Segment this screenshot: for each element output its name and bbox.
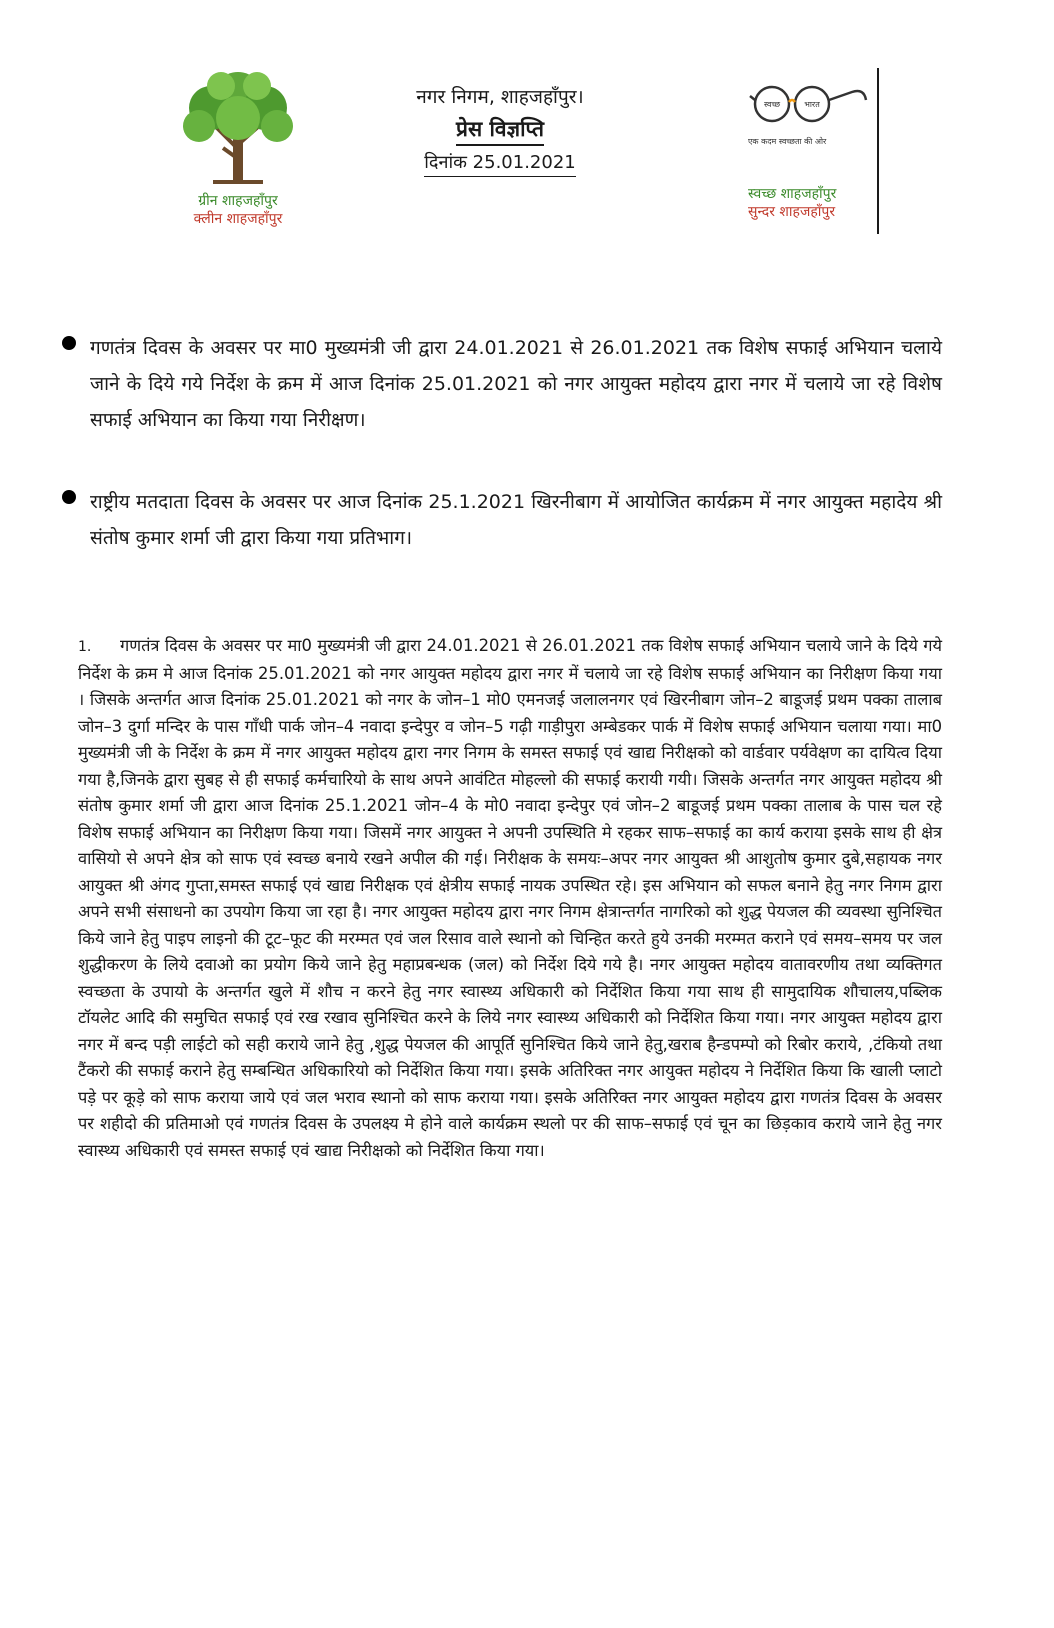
right-logo-caption-2: सुन्दर शाहजहाँपुर <box>748 204 836 220</box>
left-logo-caption-2: क्लीन शाहजहाँपुर <box>193 211 283 227</box>
glasses-right-label: भारत <box>804 100 820 109</box>
bullet-icon <box>62 490 76 504</box>
paragraph-number: 1. <box>78 639 92 655</box>
swachh-tagline: एक कदम स्वच्छता की ओर <box>748 137 827 146</box>
glasses-left-label: स्वच्छ <box>763 100 781 109</box>
page-title: प्रेस विज्ञप्ति <box>456 114 544 146</box>
left-logo-caption-1: ग्रीन शाहजहाँपुर <box>198 193 278 209</box>
tree-icon <box>173 68 303 190</box>
bullet-icon <box>62 336 76 350</box>
right-logo-caption-1: स्वच्छ शाहजहाँपुर <box>748 186 837 202</box>
bullet-text: राष्ट्रीय मतदाता दिवस के अवसर पर आज दिनांक 25.1.2021 खिरनीबाग में आयोजित कार्यक्रम में नगर आयुक्त महादेय श्री संतोष कुमार शर्मा जी द्वारा किया गया प्रतिभाग। <box>90 491 942 549</box>
swachh-bharat-glasses-icon <box>740 70 870 134</box>
bullet-item <box>62 330 942 438</box>
org-name: नगर निगम, शाहजहाँपुर। <box>416 86 584 108</box>
document-header <box>400 84 600 177</box>
swachh-bharat-logo <box>740 70 900 230</box>
paragraph-text: गणतंत्र दिवस के अवसर पर मा0 मुख्यमंत्री जी द्वारा 24.01.2021 से 26.01.2021 तक विशेष सफाई अभियान चलाये जाने के दिये गये निर्देश के क्रम मे आज दिनांक 25.01.2021 को नगर आयुक्त महोदय द्वारा नगर में चलाये जा रहे विशेष सफाई अभियान का निरीक्षण किया गया । जिसके अन्तर्गत आज दिनांक 25.01.2021 को नगर के जोन–1 मो0 एमनजई जलालनगर एवं खिरनीबाग जोन–2 बाडूजई प्रथम पक्का तालाब जोन–3 दुर्गा मन्दिर के पास गाँधी पार्क जोन–4 नवादा इन्देपुर व जोन–5 गढ़ी गाड़ीपुरा अम्बेडकर पार्क में विशेष सफाई अभियान चलाया गया। मा0 मुख्यमंत्री जी के निर्देश के क्रम में नगर आयुक्त महोदय द्वारा नगर निगम के समस्त सफाई एवं खाद्य निरीक्षको को वार्डवार पर्यवेक्षण का दायित्व दिया गया है,जिनके द्वारा सुबह से ही सफाई कर्मचारियो के साथ अपने आवंटित मोहल्लो की सफाई करायी गयी। जिसके अन्तर्गत नगर आयुक्त महोदय श्री संतोष कुमार शर्मा जी द्वारा आज दिनांक 25.1.2021 जोन–4 के मो0 नवादा इन्देपुर एवं जोन–2 बाडूजई प्रथम पक्का तालाब के पास चल रहे विशेष सफाई अभियान का निरीक्षण किया गया। जिसमें नगर आयुक्त ने अपनी उपस्थिति मे रहकर साफ–सफाई का कार्य कराया इसके साथ ही क्षेत्र वासियो से अपने क्षेत्र को साफ एवं स्वच्छ बनाये रखने अपील की गई। निरीक्षक के समयः–अपर नगर आयुक्त श्री आशुतोष कुमार दुबे,सहायक नगर आयुक्त श्री अंगद गुप्ता,समस्त सफाई एवं खाद्य निरीक्षक एवं क्षेत्रीय सफाई नायक उपस्थित रहे। इस अभियान को सफल बनाने हेतु नगर निगम द्वारा अपने सभी संसाधनो का उपयोग किया जा रहा है। नगर आयुक्त महोदय द्वारा नगर निगम क्षेत्रान्तर्गत नागरिको को शुद्ध पेयजल की व्यवस्था सुनिश्चित किये जाने हेतु पाइप लाइनो की टूट–फूट की मरम्मत एवं जल रिसाव वाले स्थानो को चिन्हित करते हुये उनकी मरम्मत कराने एवं समय–समय पर जल शुद्धीकरण के लिये दवाओ का प्रयोग किये जाने हेतु महाप्रबन्धक (जल) को निर्देश दिये गये है। नगर आयुक्त महोदय वातावरणीय तथा व्यक्तिगत स्वच्छता के उपायो के अन्तर्गत खुले में शौच न करने हेतु नगर स्वास्थ्य अधिकारी को निर्देशित किया गया साथ ही सामुदायिक शौचालय,पब्लिक टॉयलेट आदि की समुचित सफाई एवं रख रखाव सुनिश्चित करने के लिये नगर स्वास्थ्य अधिकारी को निर्देशित किया गया। नगर आयुक्त महोदय द्वारा नगर में बन्द पड़ी लाईटो को सही कराये जाने हेतु ,शुद्ध पेयजल की आपूर्ति सुनिश्चित किये जाने हेतु,खराब हैन्डपम्पो को रिबोर कराये, ,टंकियो तथा टैंकरो की सफाई कराने हेतु सम्बन्धित अधिकारियो को निर्देशित किया गया। इसके अतिरिक्त नगर आयुक्त महोदय ने निर्देशित किया कि खाली प्लाटो पड़े पर कूड़े को साफ कराया जाये एवं जल भराव स्थानो को साफ कराया गया। इसके अतिरिक्त नगर आयुक्त महोदय द्वारा गणतंत्र दिवस के अवसर पर शहीदो की प्रतिमाओ एवं गणतंत्र दिवस के उपलक्ष्य मे होने वाले कार्यक्रम स्थलो पर की साफ–सफाई एवं चून का छिड़काव कराये जाने हेतु नगर स्वास्थ्य अधिकारी एवं समस्त सफाई एवं खाद्य निरीक्षको को निर्देशित किया गया। <box>78 636 942 1160</box>
bullet-item <box>62 484 942 556</box>
body-paragraph <box>78 633 942 1164</box>
bullet-text: गणतंत्र दिवस के अवसर पर मा0 मुख्यमंत्री जी द्वारा 24.01.2021 से 26.01.2021 तक विशेष सफाई अभियान चलाये जाने के दिये गये निर्देश के क्रम में आज दिनांक 25.01.2021 को नगर आयुक्त महोदय द्वारा नगर में चलाये जा रहे विशेष सफाई अभियान का किया गया निरीक्षण। <box>90 337 942 431</box>
document-date: दिनांक 25.01.2021 <box>424 150 575 177</box>
green-shahjahanpur-logo <box>158 68 318 238</box>
header-divider <box>877 68 879 234</box>
